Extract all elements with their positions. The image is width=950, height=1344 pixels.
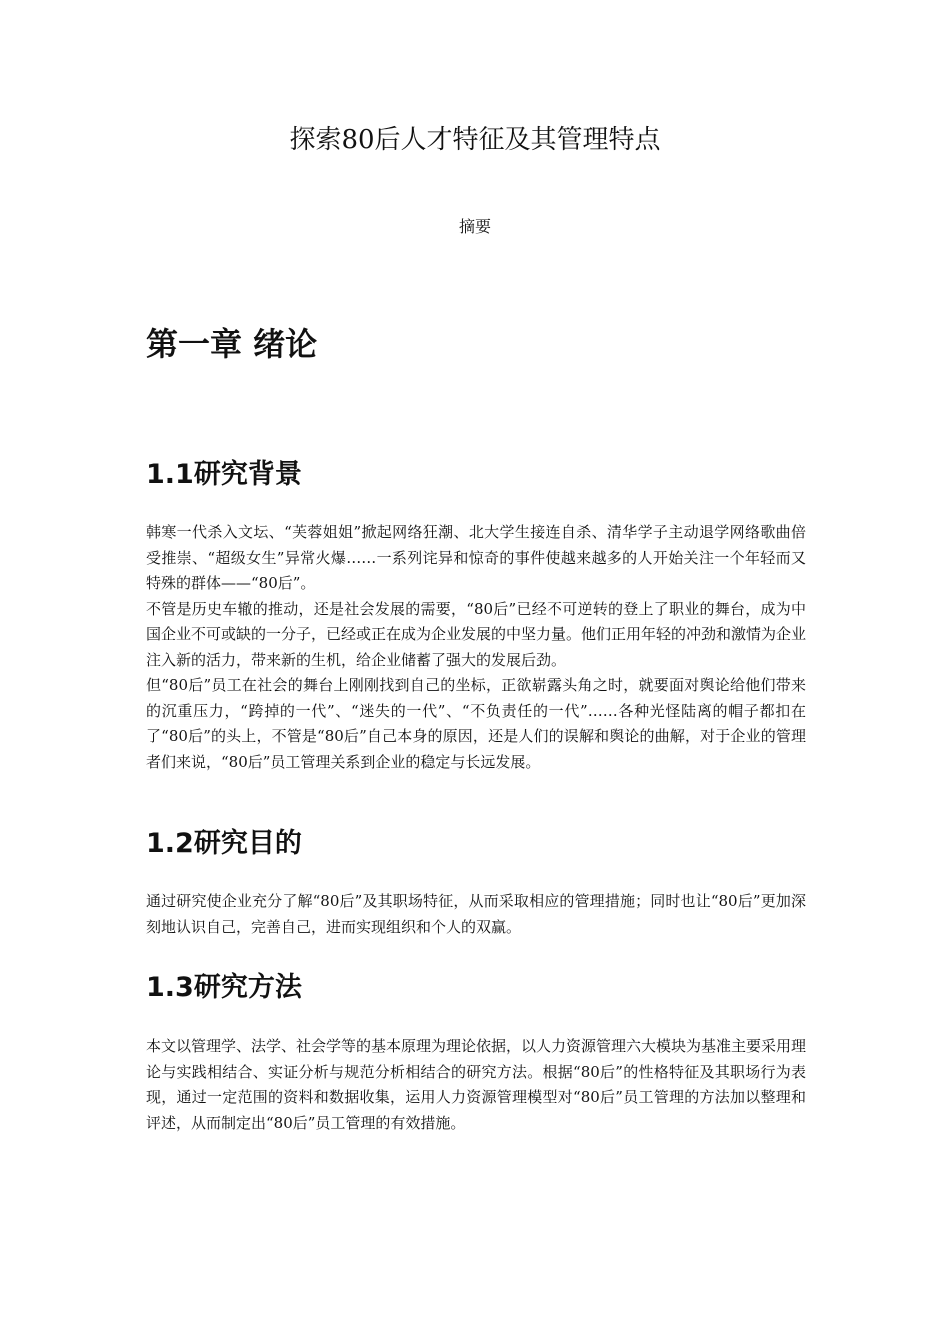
paragraph: 通过研究使企业充分了解“80后”及其职场特征，从而采取相应的管理措施；同时也让“80后”更加深刻地认识自己，完善自己，进而实现组织和个人的双赢。 bbox=[146, 892, 806, 936]
paragraph: 韩寒一代杀入文坛、“芙蓉姐姐”掀起网络狂潮、北大学生接连自杀、清华学子主动退学网络歌曲倍受推崇、“超级女生”异常火爆……一系列诧异和惊奇的事件使越来越多的人开始关注一个年轻而又特殊的群体——“80后”。 bbox=[146, 523, 806, 592]
paragraph: 但“80后”员工在社会的舞台上刚刚找到自己的坐标，正欲崭露头角之时，就要面对舆论给他们带来的沉重压力，“跨掉的一代”、“迷失的一代”、“不负责任的一代”……各种光怪陆离的帽子都扣在了“80后”的头上，不管是“80后”自己本身的原因，还是人们的误解和舆论的曲解，对于企业的管理者们来说，“80后”员工管理关系到企业的稳定与长远发展。 bbox=[146, 676, 806, 771]
section-heading-method: 1.3研究方法 bbox=[146, 972, 302, 1003]
section-body-background bbox=[146, 520, 806, 775]
section-heading-background: 1.1研究背景 bbox=[146, 459, 302, 490]
section-heading-purpose: 1.2研究目的 bbox=[146, 828, 302, 859]
abstract-label: 摘要 bbox=[458, 217, 491, 236]
paragraph: 本文以管理学、法学、社会学等的基本原理为理论依据，以人力资源管理六大模块为基准主要采用理论与实践相结合、实证分析与规范分析相结合的研究方法。根据“80后”的性格特征及其职场行为表现，通过一定范围的资料和数据收集，运用人力资源管理模型对“80后”员工管理的方法加以整理和评述，从而制定出“80后”员工管理的有效措施。 bbox=[146, 1037, 807, 1132]
section-body-method bbox=[146, 1034, 806, 1136]
section-body-purpose bbox=[146, 889, 806, 940]
paragraph: 不管是历史车辙的推动，还是社会发展的需要，“80后”已经不可逆转的登上了职业的舞台，成为中国企业不可或缺的一分子，已经或正在成为企业发展的中坚力量。他们正用年轻的冲劲和激情为企业注入新的活力，带来新的生机，给企业储蓄了强大的发展后劲。 bbox=[146, 599, 807, 669]
document-title: 探索80后人才特征及其管理特点 bbox=[289, 125, 661, 155]
chapter-title: 第一章 绪论 bbox=[146, 325, 318, 363]
